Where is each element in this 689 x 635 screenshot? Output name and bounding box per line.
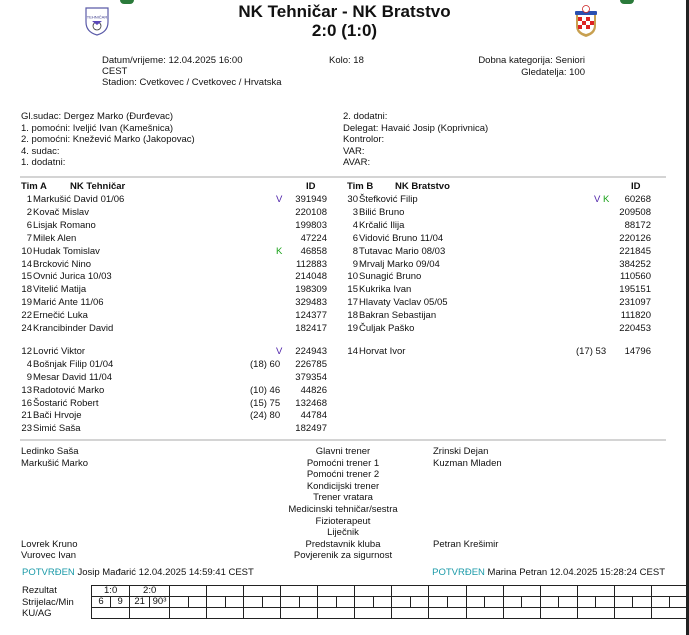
scorer-cell (522, 597, 541, 608)
away-staff-name: Kuzman Mladen (433, 457, 502, 469)
player-id: 220126 (619, 232, 651, 244)
official-line: Kontrolor: (343, 134, 385, 146)
ku-ag-cell (318, 608, 355, 619)
player-name: Radotović Marko (33, 384, 105, 396)
match-round: Kolo: 18 (329, 55, 364, 66)
player-number: 21 (21, 410, 32, 422)
goalkeeper-flag: V (276, 194, 283, 205)
result-cell (281, 586, 318, 597)
official-line: 4. sudac: (21, 145, 60, 157)
player-number: 19 (347, 323, 358, 334)
home-staff-name: Lovrek Kruno (21, 538, 78, 550)
staff-role: Pomoćni trener 2 (306, 469, 380, 481)
scorer-cell (485, 597, 504, 608)
player-number: 15 (347, 284, 358, 296)
player-name: Simić Saša (33, 423, 81, 435)
player-number: 18 (21, 284, 32, 296)
official-line: AVAR: (343, 157, 371, 169)
player-id: 132468 (295, 397, 327, 409)
player-number: 12 (21, 345, 32, 357)
ku-ag-cell (207, 608, 244, 619)
substitution-info: (17) 53 (576, 345, 607, 357)
player-id: 46858 (300, 245, 327, 257)
ku-ag-cell (651, 608, 688, 619)
player-id: 60268 (624, 194, 651, 205)
captain-flag: K (600, 194, 610, 205)
player-name: Vidović Bruno 11/04 (359, 232, 444, 244)
svg-text:TEHNIČAR: TEHNIČAR (86, 14, 108, 20)
player-id: 209508 (619, 206, 651, 218)
spectators: Gledatelja: 100 (521, 67, 585, 78)
scorer-cell: 9 (111, 597, 130, 608)
official-line: VAR: (343, 145, 365, 157)
scorer-cell (318, 597, 337, 608)
scorer-cell (410, 597, 429, 608)
staff-role: Fizioterapeut (315, 515, 371, 527)
scorer-cell (596, 597, 615, 608)
ku-ag-cell (392, 608, 429, 619)
player-number: 14 (21, 258, 32, 270)
player-id: 112883 (296, 258, 327, 270)
player-name: Horvat Ivor (359, 345, 406, 357)
player-name: Lisjak Romano (33, 219, 96, 231)
scorer-cell (373, 597, 392, 608)
result-cell (170, 586, 207, 597)
result-cell: 2:0 (130, 586, 170, 597)
player-name: Bošnjak Filip 01/04 (33, 358, 114, 370)
result-cell (355, 586, 392, 597)
player-name: Sunagić Bruno (359, 271, 422, 283)
scorer-cell (170, 597, 189, 608)
player-number: 15 (21, 271, 32, 283)
player-number: 10 (347, 271, 358, 283)
player-number: 3 (352, 206, 358, 218)
scorer-cell (262, 597, 281, 608)
player-id: 47224 (300, 232, 327, 244)
player-name: Brcković Nino (33, 258, 92, 270)
ku-ag-cell (281, 608, 318, 619)
scorer-cell: 6 (92, 597, 111, 608)
player-id: 379354 (295, 371, 327, 383)
confirmation-text: Josip Mađarić 12.04.2025 14:59:41 CEST (77, 567, 254, 578)
player-number: 18 (347, 310, 358, 322)
scorer-cell (429, 597, 448, 608)
player-number: 10 (21, 245, 32, 257)
player-name: Bači Hrvoje (33, 410, 82, 422)
scorer-cell: 90³ (149, 597, 169, 608)
team-b-name: NK Bratstvo (395, 181, 450, 192)
player-id: 44784 (300, 410, 327, 422)
player-id: 224943 (295, 345, 327, 357)
home-staff-name: Markušić Marko (21, 457, 89, 469)
player-id: 391949 (295, 194, 327, 205)
substitution-info: (18) 60 (250, 358, 281, 370)
result-cell: 1:0 (92, 586, 130, 597)
ku-ag-cell (614, 608, 651, 619)
away-staff-name: Zrinski Dejan (433, 446, 489, 457)
scorer-cell (651, 597, 670, 608)
result-cell (577, 586, 614, 597)
player-name: Čuljak Paško (359, 323, 415, 334)
result-cell (207, 586, 244, 597)
player-name: Mesar David 11/04 (33, 371, 113, 383)
player-id: 214048 (295, 271, 327, 283)
result-cell (244, 586, 281, 597)
player-id: 384252 (619, 258, 651, 270)
match-datetime: Datum/vrijeme: 12.04.2025 16:00 (102, 55, 243, 66)
player-name: Hudak Tomislav (33, 245, 100, 257)
ku-ag-cell (170, 608, 207, 619)
ku-ag-cell (429, 608, 466, 619)
player-name: Ernečić Luka (33, 310, 88, 322)
scorer-cell (577, 597, 596, 608)
goalkeeper-flag: V (276, 345, 283, 357)
result-cell (392, 586, 429, 597)
player-number: 23 (21, 423, 32, 435)
scorer-cell (244, 597, 263, 608)
player-id: 14796 (624, 345, 651, 357)
scorer-cell (225, 597, 244, 608)
player-id: 226785 (295, 358, 327, 370)
player-id: 221845 (619, 245, 651, 257)
result-cell (503, 586, 540, 597)
staff-role: Povjerenik za sigurnost (293, 550, 393, 562)
player-number: 22 (21, 310, 32, 322)
result-row (92, 586, 689, 597)
staff-role: Pomoćni trener 1 (306, 457, 380, 469)
scorer-cell (633, 597, 652, 608)
official-line: 2. dodatni: (343, 111, 388, 122)
ku-ag-cell (577, 608, 614, 619)
ku-ag-cell (130, 608, 170, 619)
away-confirmation (432, 567, 665, 578)
player-id: 195151 (619, 284, 651, 296)
grid-label-ku-ag: KU/AG (22, 608, 52, 619)
result-cell (540, 586, 577, 597)
ku-ag-cell (355, 608, 392, 619)
player-id: 182497 (295, 423, 327, 435)
scorer-cell (281, 597, 300, 608)
player-name: Kovač Mislav (33, 206, 89, 218)
player-id: 182417 (295, 323, 327, 334)
result-cell (318, 586, 355, 597)
player-number: 8 (352, 245, 358, 257)
away-staff-name: Petran Krešimir (433, 538, 499, 550)
ku-ag-cell (466, 608, 503, 619)
player-number: 13 (21, 384, 32, 396)
confirmation-text: Marina Petran 12.04.2025 15:28:24 CEST (487, 567, 665, 578)
home-confirmation (22, 567, 254, 578)
staff-role: Liječnik (327, 527, 359, 539)
grid-label-result: Rezultat (22, 585, 57, 596)
scorer-cell (448, 597, 467, 608)
player-name: Krčalić Ilija (359, 219, 405, 231)
scorer-cell (207, 597, 226, 608)
player-number: 16 (21, 397, 32, 409)
result-cell (614, 586, 651, 597)
team-b-label: Tim B (347, 181, 374, 192)
scorer-cell (670, 597, 689, 608)
player-number: 4 (26, 358, 32, 370)
player-name: Ovnić Jurica 10/03 (33, 271, 112, 283)
player-name: Lovrić Viktor (33, 345, 86, 357)
official-line: Gl.sudac: Dergez Marko (Đurđevac) (21, 111, 174, 122)
player-name: Štefković Filip (359, 194, 418, 205)
player-id: 124377 (295, 310, 327, 322)
ku-ag-cell (540, 608, 577, 619)
player-id: 220453 (619, 323, 651, 334)
player-id: 329483 (295, 297, 327, 309)
official-line: Delegat: Havaić Josip (Koprivnica) (343, 122, 489, 134)
player-number: 6 (26, 219, 32, 231)
player-number: 2 (26, 206, 32, 218)
staff-role: Medicinski tehničar/sestra (288, 504, 398, 515)
player-id: 88172 (624, 219, 651, 231)
player-number: 19 (21, 297, 32, 309)
official-line: 1. pomoćni: Iveljić Ivan (Kamešnica) (21, 122, 174, 134)
player-name: Tutavac Mario 08/03 (359, 245, 446, 257)
player-name: Šostarić Robert (33, 397, 99, 409)
player-name: Bilić Bruno (359, 206, 405, 218)
scorer-cell (559, 597, 578, 608)
substitution-info: (15) 75 (250, 397, 281, 409)
staff-role: Trener vratara (313, 492, 373, 504)
player-name: Mrvalj Marko 09/04 (359, 258, 440, 270)
team-a-name: NK Tehničar (70, 181, 126, 192)
player-id: 110560 (620, 271, 651, 283)
scorer-cell (614, 597, 633, 608)
scorer-cell (540, 597, 559, 608)
player-name: Marić Ante 11/06 (33, 297, 104, 309)
scorer-cell (503, 597, 522, 608)
official-line: 2. pomoćni: Knežević Marko (Jakopovac) (21, 134, 195, 146)
separator (20, 176, 666, 178)
age-category: Dobna kategorija: Seniori (478, 55, 585, 66)
team-a-label: Tim A (21, 181, 47, 192)
player-name: Markušić David 01/06 (33, 194, 125, 205)
staff-role: Glavni trener (315, 446, 371, 457)
match-score: 2:0 (1:0) (311, 21, 378, 40)
ku-ag-cell (244, 608, 281, 619)
player-name: Vitelić Matija (33, 284, 87, 296)
player-id: 44826 (300, 384, 327, 396)
player-number: 1 (26, 194, 32, 205)
player-name: Milek Alen (33, 232, 77, 244)
scorer-cell (188, 597, 207, 608)
scorer-cell: 21 (130, 597, 150, 608)
match-title: NK Tehničar - NK Bratstvo (238, 2, 451, 21)
home-staff-name: Vurovec Ivan (21, 550, 77, 562)
player-id: 220108 (295, 206, 327, 218)
staff-role: Predstavnik kluba (305, 538, 381, 550)
player-name: Kukrika Ivan (359, 284, 412, 296)
home-staff-name: Ledinko Saša (21, 446, 79, 457)
goalkeeper-flag: V (594, 194, 601, 205)
player-number: 7 (26, 232, 32, 244)
player-number: 17 (347, 297, 358, 309)
captain-flag: K (276, 245, 283, 257)
confirmed-status: POTVRĐEN (22, 567, 75, 578)
result-cell (466, 586, 503, 597)
player-name: Bakran Sebastijan (359, 310, 437, 322)
ku-ag-row (92, 608, 689, 619)
player-name: Krancibinder David (33, 323, 114, 334)
scorer-row (92, 597, 689, 608)
substitution-info: (10) 46 (250, 384, 281, 396)
score-grid (91, 585, 689, 619)
player-number: 9 (352, 258, 358, 270)
match-timezone: CEST (102, 66, 128, 77)
player-number: 9 (26, 371, 32, 383)
player-name: Hlavaty Vaclav 05/05 (359, 297, 448, 309)
player-number: 6 (352, 232, 358, 244)
scorer-cell (466, 597, 485, 608)
player-id: 111820 (620, 310, 651, 322)
team-b-id-header: ID (631, 181, 641, 192)
player-id: 231097 (619, 297, 651, 309)
match-stadium: Stadion: Cvetkovec / Cvetkovec / Hrvatska (102, 77, 282, 88)
grid-label-scorer: Strijelac/Min (22, 597, 74, 608)
player-number: 24 (21, 323, 32, 334)
separator (20, 439, 666, 441)
scorer-cell (299, 597, 318, 608)
player-id: 198309 (295, 284, 327, 296)
official-line: 1. dodatni: (21, 157, 66, 169)
player-number: 4 (352, 219, 358, 231)
player-number: 30 (347, 194, 358, 205)
scorer-cell (355, 597, 374, 608)
player-number: 14 (347, 345, 358, 357)
scorer-cell (336, 597, 355, 608)
staff-role: Kondicijski trener (306, 480, 380, 492)
ku-ag-cell (92, 608, 130, 619)
result-cell (651, 586, 688, 597)
ku-ag-cell (503, 608, 540, 619)
confirmed-status: POTVRĐEN (432, 567, 485, 578)
team-a-id-header: ID (306, 181, 316, 192)
scorer-cell (392, 597, 411, 608)
result-cell (429, 586, 466, 597)
substitution-info: (24) 80 (250, 410, 281, 422)
player-id: 199803 (295, 219, 327, 231)
